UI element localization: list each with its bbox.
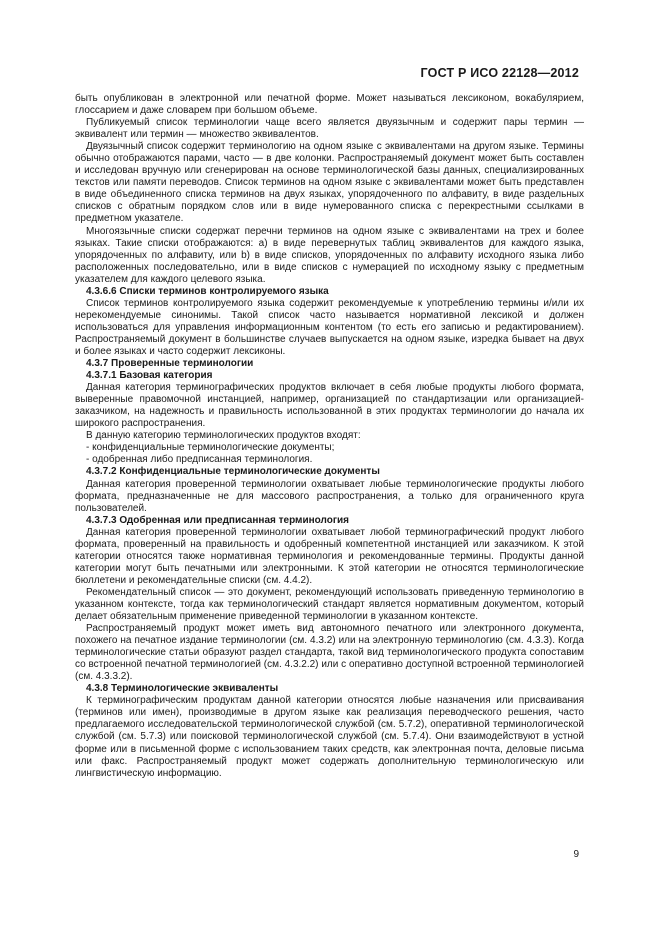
- paragraph: Рекомендательный список — это документ, рекомендующий использовать приведенную терминологию в указанном контексте, тогда как терминологический стандарт является нормативным документом, который делает обязательным применение приведенной терминологии в указанном контексте.: [75, 586, 584, 623]
- page-number: 9: [573, 849, 579, 860]
- paragraph: Данная категория проверенной терминологии охватывает любые терминологические продукты любого формата, предназначенные не для массового распространения, а только для ограниченного круга пользователей.: [75, 478, 584, 514]
- list-item: - конфиденциальные терминологические документы;: [86, 442, 335, 454]
- document-body: [75, 93, 584, 780]
- paragraph: Двуязычный список содержит терминологию на одном языке с эквивалентами на другом языке. Термины обычно отображаются парами, часто — в две колонки. Распространяемый документ может быть составлен и исследован вручную или сгенерирован на основе терминологической базы данных, специализированных текстов или памяти переводов. Список терминов на одном языке с эквивалентами может быть представлен в виде объединенного списка терминов на двух языках, упорядоченного по алфавиту, в виде раздельных списков с обратным порядком слов или в виде нумерованного списка с перекрестными ссылками в предметном указателе.: [75, 141, 584, 225]
- section-heading: 4.3.7.3 Одобренная или предписанная терминология: [86, 514, 349, 526]
- paragraph: Список терминов контролируемого языка содержит рекомендуемые к употреблению термины и/или их нерекомендуемые синонимы. Такой список часто называется нормативной лексикой и должен использоваться для управления информационным контентом (то есть его записью и редактированием). Распространяемый документ в большинстве случаев выпускается на одном языке, изредка бывает на двух и более языках и часто содержит лексиконы.: [75, 297, 584, 357]
- paragraph: Многоязычные списки содержат перечни терминов на одном языке с эквивалентами на трех и более языках. Такие списки отображаются: а) в виде перевернутых таблиц эквивалентов для каждого языка, упорядоченных по алфавиту, или b) в виде списков, упорядоченных по алфавиту исходного языка либо расположенных последовательно, или в виде списков с нумерацией по исходному языку с предметным указателем для каждого целевого языка.: [75, 225, 584, 285]
- section-heading: 4.3.6.6 Списки терминов контролируемого языка: [86, 285, 329, 297]
- paragraph: Публикуемый список терминологии чаще всего является двуязычным и содержит пары термин — эквивалент или термин — множество эквивалентов.: [75, 117, 584, 141]
- section-heading: 4.3.8 Терминологические эквиваленты: [86, 683, 279, 695]
- paragraph: В данную категорию терминологических продуктов входят:: [86, 430, 361, 442]
- section-heading: 4.3.7 Проверенные терминологии: [86, 358, 254, 370]
- paragraph: Данная категория терминографических продуктов включает в себя любые продукты любого формата, выверенные правомочной инстанцией, например, организацией по стандартизации или организацией-заказчиком, на надежность и правильность использованной в этих продуктах терминологии до начала их широкого распространения.: [75, 382, 584, 430]
- section-heading: 4.3.7.2 Конфиденциальные терминологические документы: [86, 466, 380, 478]
- paragraph: Данная категория проверенной терминологии охватывает любой терминографический продукт любого формата, проверенный на правильность и одобренный компетентной инстанцией или заказчиком. К этой категории относятся также нормативная терминология и рекомендованные термины. Продукты данной категории могут быть печатными или электронными. К этой категории не относятся терминологические бюллетени и рекомендательные списки (см. 4.4.2).: [75, 526, 584, 586]
- paragraph: Распространяемый продукт может иметь вид автономного печатного или электронного документа, похожего на печатное издание терминологии (см. 4.3.2) или на электронную терминологию (см. 4.3.3). Когда терминологические статьи образуют раздел стандарта, такой вид терминологического продукта сопоставим со встроенной печатной терминологией (см. 4.3.2.2) или с оперативно доступной встроенной терминологией (см. 4.3.3.2).: [75, 623, 584, 683]
- paragraph: К терминографическим продуктам данной категории относятся любые назначения или присваивания (терминов или имен), производимые в другом языке как реализация переводческого решения, часто предлагаемого исследовательской терминологической службой (см. 5.7.2), оперативной терминологической службой (см. 5.7.3) или поисковой терминологической службой (см. 5.7.4). Они взаимодействуют в устной форме или в письменной форме с использованием таких средств, как электронная почта, деловые письма или факс. Распространяемый продукт может содержать дополнительную терминологическую или лингвистическую информацию.: [75, 695, 584, 779]
- section-heading: 4.3.7.1 Базовая категория: [86, 370, 213, 382]
- paragraph: быть опубликован в электронной или печатной форме. Может называться лексиконом, вокабулярием, глоссарием и даже словарем при большом объеме.: [75, 93, 584, 117]
- list-item: - одобренная либо предписанная терминология.: [86, 454, 313, 466]
- document-header: ГОСТ Р ИСО 22128—2012: [420, 66, 579, 80]
